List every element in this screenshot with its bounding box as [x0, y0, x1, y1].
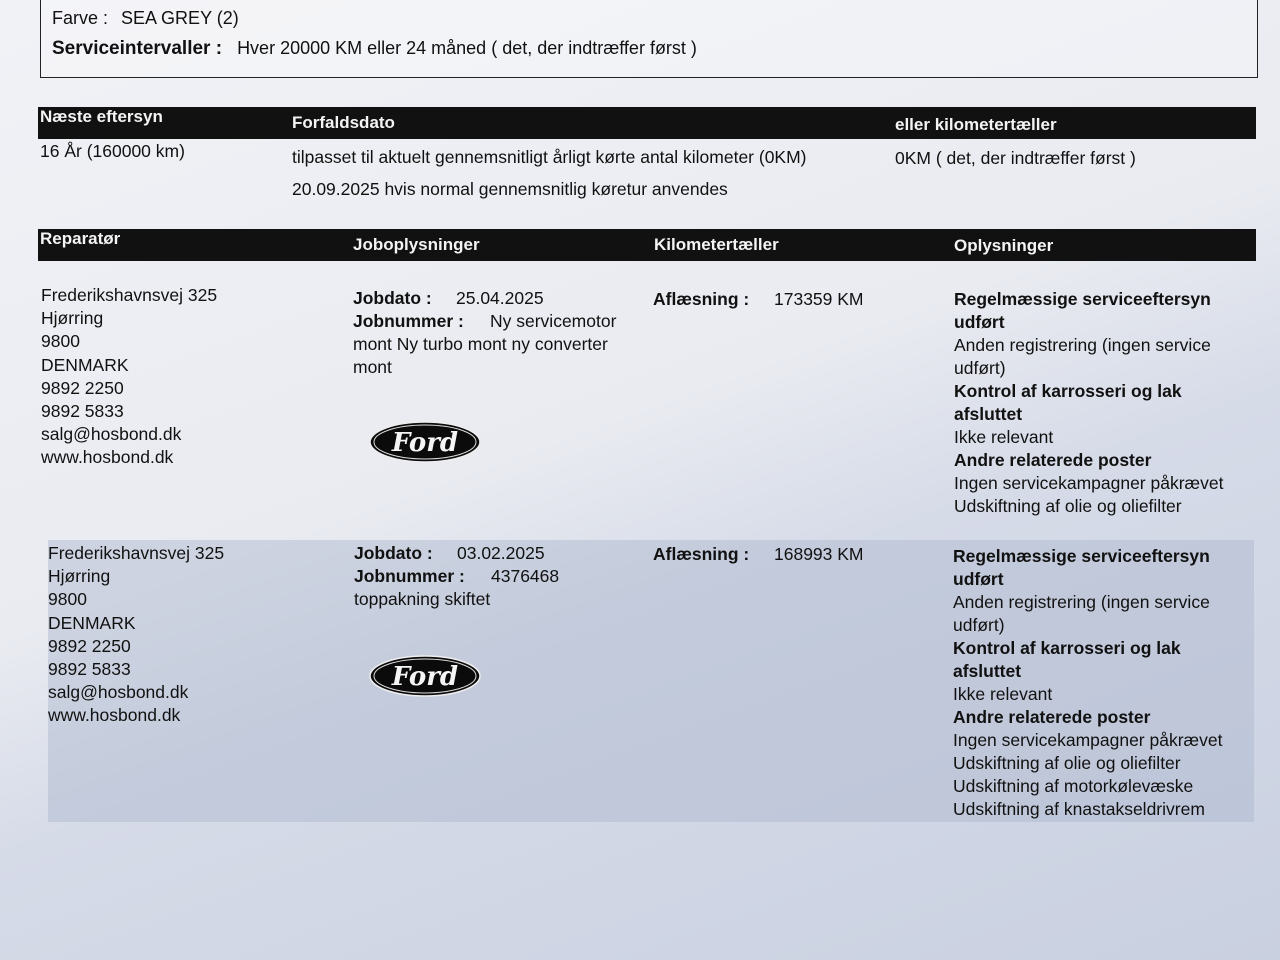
entry-1-info: [954, 288, 1254, 518]
address-website: www.hosbond.dk: [41, 447, 174, 468]
address-email: salg@hosbond.dk: [41, 424, 182, 445]
address-email: salg@hosbond.dk: [48, 682, 189, 703]
aflaesning-label: Aflæsning :: [653, 544, 750, 564]
header-kilometertaeller: eller kilometertæller: [895, 115, 1057, 134]
logo-text: Ford: [391, 428, 459, 458]
info-item: Udskiftning af olie og oliefilter: [954, 496, 1182, 516]
info-item: Regelmæssige serviceeftersyn udført: [954, 289, 1211, 332]
address-line: 9892 5833: [41, 401, 124, 422]
info-item: Udskiftning af knastakseldrivrem: [953, 799, 1205, 819]
service-interval-line: [52, 38, 697, 60]
vehicle-color-value: SEA GREY (2): [121, 8, 239, 28]
jobdato-label: Jobdato :: [354, 543, 433, 563]
info-item: Ikke relevant: [954, 427, 1054, 447]
vehicle-color-line: [52, 8, 239, 29]
address-line: Hjørring: [41, 308, 104, 329]
address-line: 9800: [41, 331, 80, 352]
header-forfaldsdato: Forfaldsdato: [292, 113, 395, 132]
jobdato-label: Jobdato :: [353, 288, 432, 308]
jobnummer-label: Jobnummer :: [354, 566, 465, 586]
next-service-due-line2: 20.09.2025 hvis normal gennemsnitlig køretur anvendes: [292, 179, 728, 199]
address-line: 9892 2250: [41, 377, 124, 398]
entry-2-km: [653, 543, 864, 566]
info-item: Udskiftning af motorkølevæske: [953, 776, 1194, 796]
info-item: Anden registrering (ingen service udført): [954, 335, 1211, 378]
address-line: 9892 5833: [48, 659, 131, 680]
info-item: Ikke relevant: [953, 684, 1053, 704]
jobdato-value: 03.02.2025: [457, 543, 545, 563]
header-reparator: Reparatør: [40, 229, 121, 248]
service-history-header: [38, 229, 1256, 261]
info-item: Andre relaterede poster: [953, 707, 1151, 727]
next-service-km: 0KM ( det, der indtræffer først ): [895, 148, 1136, 168]
service-interval-label: Serviceintervaller :: [52, 38, 223, 59]
address-line: DENMARK: [48, 612, 136, 633]
info-item: Anden registrering (ingen service udført): [953, 592, 1210, 635]
entry-1-address: [41, 284, 217, 470]
jobnummer-value: Ny servicemotor: [490, 311, 617, 331]
header-kilometertaeller-2: Kilometertæller: [654, 235, 779, 254]
info-item: Kontrol af karrosseri og lak afsluttet: [954, 381, 1182, 424]
entry-1-jobinfo: [353, 287, 643, 379]
entry-1-km: [653, 288, 864, 311]
next-service-interval: 16 År (160000 km): [40, 141, 185, 161]
job-description: toppakning skiftet: [354, 589, 491, 609]
ford-logo-icon: [368, 420, 482, 464]
address-line: Hjørring: [48, 566, 111, 587]
info-item: Kontrol af karrosseri og lak afsluttet: [953, 638, 1181, 681]
vehicle-color-label: Farve :: [52, 8, 109, 28]
address-line: 9892 2250: [48, 635, 131, 656]
next-service-header: [38, 107, 1256, 139]
info-item: Andre relaterede poster: [954, 450, 1152, 470]
address-website: www.hosbond.dk: [48, 705, 181, 726]
job-description: mont Ny turbo mont ny converter mont: [353, 334, 608, 377]
km-value: 168993 KM: [774, 544, 864, 564]
header-naeste-eftersyn: Næste eftersyn: [40, 107, 163, 126]
info-item: Ingen servicekampagner påkrævet: [954, 473, 1224, 493]
info-item: Ingen servicekampagner påkrævet: [953, 730, 1223, 750]
next-service-due-line1: tilpasset til aktuelt gennemsnitligt årligt kørte antal kilometer (0KM): [292, 147, 807, 167]
jobnummer-label: Jobnummer :: [353, 311, 464, 331]
address-line: 9800: [48, 589, 87, 610]
entry-2-jobinfo: [354, 542, 644, 611]
info-item: Udskiftning af olie og oliefilter: [953, 753, 1181, 773]
address-line: Frederikshavnsvej 325: [48, 543, 225, 563]
entry-2-info: [953, 545, 1253, 821]
jobdato-value: 25.04.2025: [456, 288, 544, 308]
info-item: Regelmæssige serviceeftersyn udført: [953, 546, 1210, 589]
logo-text: Ford: [391, 662, 459, 692]
entry-2-address: [48, 542, 224, 728]
aflaesning-label: Aflæsning :: [653, 289, 750, 309]
service-interval-value: Hver 20000 KM eller 24 måned ( det, der indtræffer først ): [237, 38, 697, 58]
address-line: Frederikshavnsvej 325: [41, 285, 218, 305]
km-value: 173359 KM: [774, 289, 864, 309]
header-joboplysninger: Joboplysninger: [353, 235, 480, 254]
ford-logo-icon: [368, 654, 482, 698]
header-oplysninger: Oplysninger: [954, 236, 1054, 255]
address-line: DENMARK: [41, 354, 129, 375]
jobnummer-value: 4376468: [491, 566, 560, 586]
